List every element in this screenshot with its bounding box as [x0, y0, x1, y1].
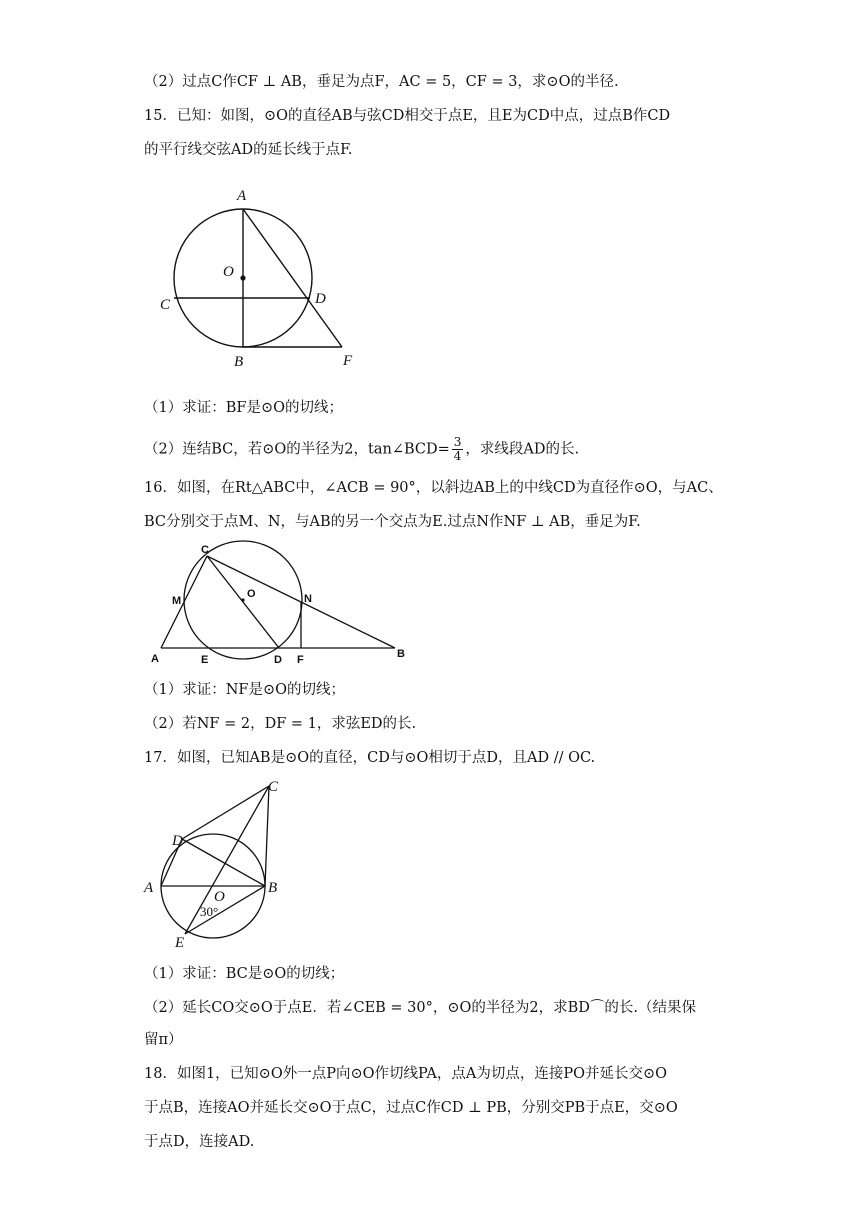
figure-q17: [140, 773, 290, 953]
label-M: M: [172, 595, 182, 607]
fraction-tan: $\frac{3}{4}$: [453, 435, 462, 463]
text-q17-part2: （2）延长CO交⊙O于点E．若∠CEB = 30°，⊙O的半径为2，求BD⌒的长.（结果保: [144, 1000, 697, 1016]
label-O: O: [214, 889, 225, 905]
label-A: A: [237, 188, 247, 204]
label-C: C: [201, 544, 209, 556]
label-angle-30: 30°: [200, 904, 219, 919]
text-q18-stem-2: 于点B，连接AO并延长交⊙O于点C，过点C作CD ⊥ PB，分别交PB于点E，交⊙O: [144, 1100, 678, 1116]
text-q16-stem-1: 16．如图，在Rt△ABC中，∠ACB = 90°，以斜边AB上的中线CD为直径作⊙O，与AC、: [144, 480, 723, 496]
text-q16-part1: （1）求证：NF是⊙O的切线；: [144, 682, 346, 698]
label-E: E: [201, 654, 209, 666]
label-B: B: [268, 880, 278, 896]
text-q15-part1: （1）求证：BF是⊙O的切线；: [144, 400, 343, 416]
text-q14-part2: （2）过点C作CF ⊥ AB，垂足为点F，AC = 5，CF = 3，求⊙O的半径.: [144, 74, 619, 90]
text-q16-stem-2: BC分别交于点M、N，与AB的另一个交点为E.过点N作NF ⊥ AB，垂足为F.: [144, 514, 641, 530]
label-C: C: [160, 297, 171, 313]
label-C: C: [268, 779, 279, 795]
label-O: O: [247, 588, 256, 600]
figure-q16: [147, 540, 412, 668]
text-q17-part2-cont: 留π）: [144, 1032, 183, 1048]
label-E: E: [175, 935, 185, 951]
text-q15-stem-1: 15．已知：如图，⊙O的直径AB与弦CD相交于点E，且E为CD中点，过点B作CD: [144, 108, 671, 124]
label-F: F: [297, 654, 304, 666]
text-q18-stem-3: 于点D，连接AD.: [144, 1134, 255, 1150]
label-D: D: [172, 833, 183, 849]
label-D: D: [315, 291, 326, 307]
text-q15-part2: （2）连结BC，若⊙O的半径为2，tan∠BCD= $\frac{3}{4}$ ，求线段AD的长.: [144, 435, 580, 463]
text-q17-part1: （1）求证：BC是⊙O的切线；: [144, 966, 345, 982]
label-A: A: [144, 880, 154, 896]
text-q16-part2: （2）若NF = 2，DF = 1，求弦ED的长.: [144, 716, 417, 732]
figure-q15: [155, 188, 370, 373]
label-B: B: [234, 354, 244, 370]
text-q17-stem: 17．如图，已知AB是⊙O的直径，CD与⊙O相切于点D，且AD // OC.: [144, 750, 596, 766]
text-q15-stem-2: 的平行线交弦AD的延长线于点F.: [144, 142, 353, 158]
label-N: N: [304, 593, 312, 605]
label-D: D: [274, 654, 282, 666]
label-O: O: [223, 264, 234, 280]
label-A: A: [151, 653, 159, 665]
label-F: F: [343, 353, 353, 369]
label-B: B: [397, 648, 405, 660]
text-q18-stem-1: 18．如图1，已知⊙O外一点P向⊙O作切线PA，点A为切点，连接PO并延长交⊙O: [144, 1066, 668, 1082]
